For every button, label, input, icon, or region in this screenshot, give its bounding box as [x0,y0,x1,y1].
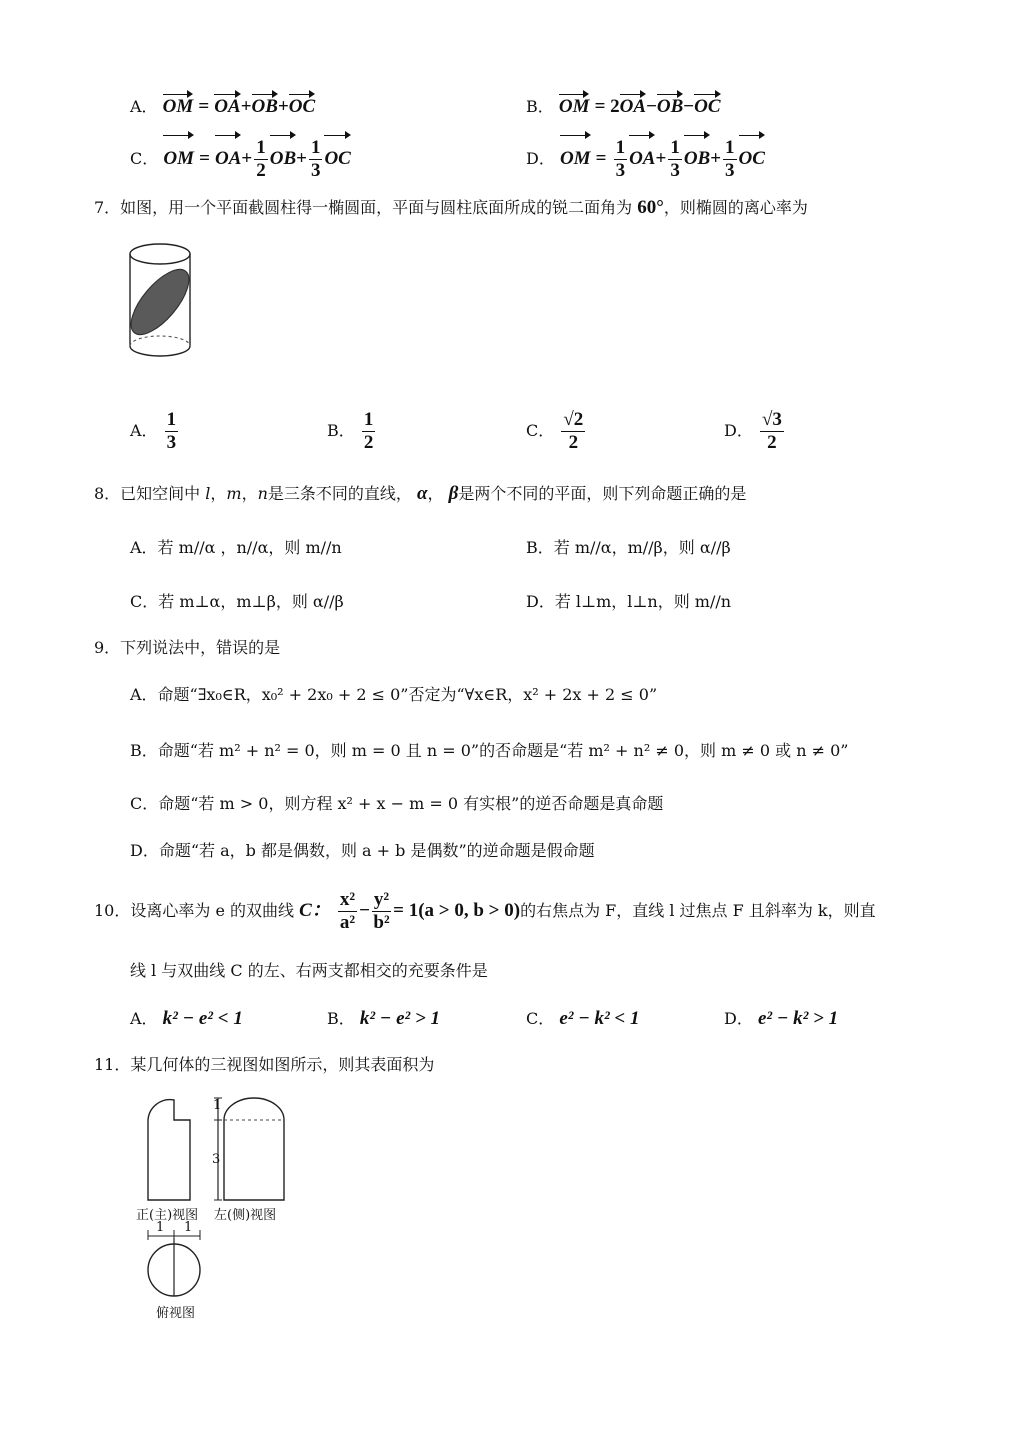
q10-stem [94,888,876,934]
fraction [760,409,784,454]
var-n: n [257,484,268,503]
op: + [240,96,252,117]
option-text: B．命题“若 m² + n² = 0，则 m = 0 且 n = 0”的否命题是“若 m² + n² ≠ 0，则 m ≠ 0 或 n ≠ 0” [130,741,849,760]
option-expr: e² − k² > 1 [757,1008,839,1029]
vector-ob: OB [251,96,278,117]
option-label: B． [526,97,554,116]
q10-option-b [327,1008,440,1030]
fraction-denominator: 2 [363,432,374,453]
fraction-numerator: √3 [761,409,782,430]
q7-option-d [724,406,786,456]
q8-stem: 8．已知空间中 l，m，n是三条不同的直线， α， β是两个不同的平面，则下列命题正确的是 [94,483,747,504]
fraction-denominator: 3 [670,160,680,181]
q10-option-d [724,1008,838,1030]
stem-text: 7．如图，用一个平面截圆柱得一椭圆面，平面与圆柱底面所成的锐二面角为 [94,198,633,217]
option-label: A． [130,97,158,116]
fraction-numerator: y² [373,889,390,910]
option-text: A．若 m//α ，n//α，则 m//n [130,538,342,557]
stem-text: ，则椭圆的离心率为 [663,198,808,217]
fraction-denominator: 3 [310,160,321,181]
q8-option-c [130,591,344,613]
dimension-label: 1 [213,1098,222,1113]
fraction [254,137,268,182]
equals: = [199,148,210,169]
q10-line2 [130,960,488,982]
var-m: m [226,484,242,503]
q8-option-a [130,537,342,559]
op: − [646,96,657,117]
equals: = 2 [594,96,620,117]
stem-text: 线 l 与双曲线 C 的左、右两支都相交的充要条件是 [130,961,488,980]
option-label: B． [327,1009,355,1028]
q7-option-b [327,406,377,456]
vector-oa: OA [214,96,241,117]
option-label: C． [526,1009,555,1028]
option-expr: e² − k² < 1 [559,1008,640,1029]
option-label: C． [130,149,159,168]
equals: = [198,96,210,117]
op: + [710,148,722,169]
q6-option-a [130,96,315,118]
fraction-denominator: 2 [568,432,579,453]
dimension-label: 3 [212,1152,221,1167]
op: + [296,148,307,169]
fraction-numerator: 1 [363,409,374,430]
option-label: B． [327,421,355,440]
stem-text: 10．设离心率为 e 的双曲线 [94,901,295,920]
angle-value: 60° [637,197,664,218]
op: + [277,96,289,117]
dimension-label: 1 [156,1220,165,1235]
front-view-label: 正(主)视图 [136,1208,199,1223]
q9-option-c [130,793,663,815]
fraction-denominator: b² [373,912,390,933]
q6-option-b [526,96,721,118]
fraction [372,889,391,934]
top-view-label: 俯视图 [156,1306,196,1321]
option-label: C． [526,421,555,440]
fraction-numerator: 1 [670,137,680,158]
op: − [683,96,695,117]
fraction [165,409,179,454]
option-label: D． [724,421,753,440]
option-expr: k² − e² > 1 [359,1008,441,1029]
vector-ob: OB [684,137,710,181]
fraction-numerator: 1 [310,137,321,158]
q10-option-a [130,1008,243,1030]
fraction-numerator: 1 [166,409,177,430]
q7-option-a [130,406,180,456]
vector-oa: OA [629,137,655,181]
stem-text: 是两个不同的平面，则下列命题正确的是 [458,484,747,503]
option-expr: k² − e² < 1 [162,1008,243,1029]
fraction [338,889,357,934]
q6-option-c [130,137,351,182]
option-text: D．若 l⊥m，l⊥n，则 m//n [526,592,732,611]
vector-oc: OC [694,96,721,117]
vector-oa: OA [619,96,647,117]
q6-option-d [526,137,765,182]
vector-ob: OB [270,137,296,181]
vector-ob: OB [656,96,684,117]
dimension-label: 1 [184,1220,193,1235]
fraction [668,137,682,182]
equals: = [595,148,607,169]
q10-option-c [526,1008,640,1030]
option-text: D．命题“若 a，b 都是偶数，则 a + b 是偶数”的逆命题是假命题 [130,841,595,860]
vector-oc: OC [739,137,765,181]
vector-om: OM [560,137,591,181]
option-text: C．命题“若 m > 0，则方程 x² + x − m = 0 有实根”的逆否命题是真命题 [130,794,664,813]
fraction [723,137,737,182]
fraction-numerator: 1 [256,137,266,158]
vector-om: OM [162,96,194,117]
side-view-label: 左(侧)视图 [214,1208,277,1223]
option-text: B．若 m//α，m//β，则 α//β [526,538,731,557]
q7-stem [94,197,808,219]
curve-name: C： [299,900,331,921]
fraction [309,137,323,182]
stem-text: 11．某几何体的三视图如图所示，则其表面积为 [94,1055,435,1074]
fraction-denominator: 3 [615,160,626,181]
var-beta: β [448,483,459,504]
fraction-denominator: 2 [767,432,777,453]
q9-option-a [130,684,657,706]
fraction [614,137,628,182]
vector-om: OM [163,137,194,181]
vector-oc: OC [288,96,316,117]
var-l: l [205,484,211,503]
fraction-numerator: √2 [563,409,584,430]
fraction [561,409,585,454]
cylinder-figure [126,238,206,372]
option-label: D． [526,149,555,168]
q9-option-d [130,840,595,862]
option-label: A． [130,1009,158,1028]
q7-option-c [526,406,587,456]
fraction-denominator: 3 [725,160,735,181]
op: + [241,148,253,169]
q8-option-b [526,537,731,559]
q9-option-b [130,740,848,762]
option-text: C．若 m⊥α，m⊥β，则 α//β [130,592,344,611]
fraction-numerator: 1 [615,137,626,158]
vector-oc: OC [324,137,350,181]
minus: − [359,900,370,921]
fraction-denominator: 2 [256,160,266,181]
three-view-figure [134,1090,294,1322]
fraction-denominator: a² [339,912,356,933]
op: + [655,148,667,169]
fraction-numerator: x² [339,889,356,910]
option-label: D． [724,1009,753,1028]
vector-oa: OA [215,137,241,181]
vector-om: OM [558,96,590,117]
var-alpha: α [417,483,428,504]
stem-text: 是三条不同的直线， [267,484,412,503]
stem-text: 9．下列说法中，错误的是 [94,638,281,657]
stem-text: 8．已知空间中 [94,484,201,503]
option-label: A． [130,421,158,440]
fraction-numerator: 1 [725,137,735,158]
fraction [362,409,376,454]
q8-option-d [526,591,731,613]
condition: = 1(a > 0, b > 0) [393,900,521,921]
stem-text: 的右焦点为 F，直线 l 过焦点 F 且斜率为 k，则直 [520,901,876,920]
fraction-denominator: 3 [166,432,177,453]
q11-stem [94,1054,434,1076]
option-text: A．命题“∃x₀∈R，x₀² + 2x₀ + 2 ≤ 0”否定为“∀x∈R，x² + 2x + 2 ≤ 0” [130,685,658,704]
q9-stem [94,637,280,659]
